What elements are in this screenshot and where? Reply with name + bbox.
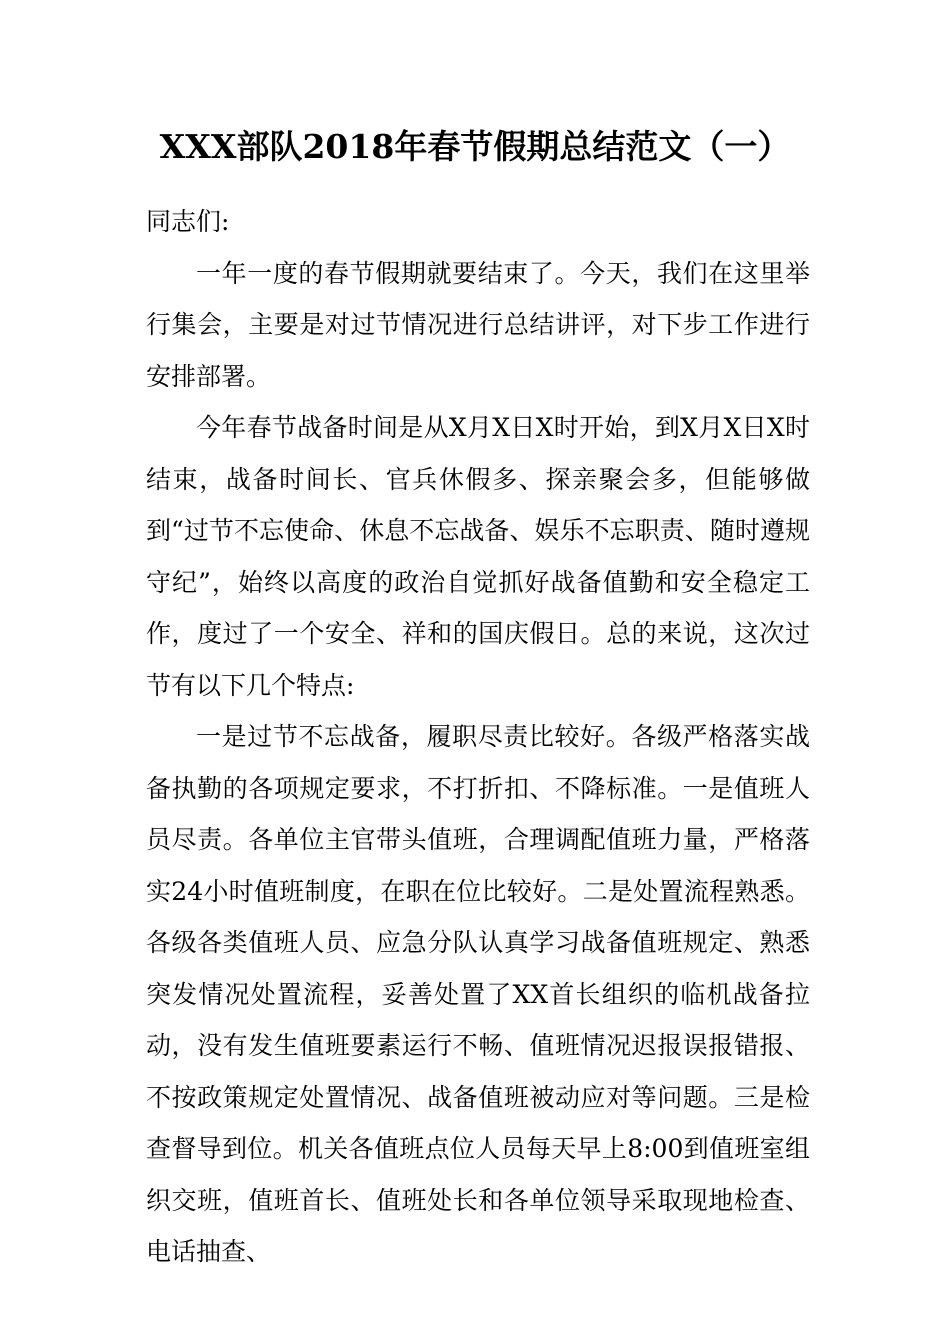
paragraph-1: 一年一度的春节假期就要结束了。今天，我们在这里举行集会，主要是对过节情况进行总结讲评，对下步工作进行安排部署。 (146, 258, 810, 391)
paragraph-3: 一是过节不忘战备，履职尽责比较好。各级严格落实战备执勤的各项规定要求，不打折扣、不降标准。一是值班人员尽责。各单位主官带头值班，合理调配值班力量，严格落实24小时值班制度，在职在位比较好。二是处置流程熟悉。各级各类值班人员、应急分队认真学习战备值班规定、熟悉突发情况处置流程，妥善处置了XX首长组织的临机战备拉动，没有发生值班要素运行不畅、值班情况迟报误报错报、不按政策规定处置情况、战备值班被动应对等问题。三是检查督导到位。机关各值班点位人员每天早上8:00到值班室组织交班，值班首长、值班处长和各单位领导采取现地检查、电话抽查、 (146, 722, 810, 1266)
salutation: 同志们: (146, 207, 230, 236)
paragraph-2: 今年春节战备时间是从X月X日X时开始，到X月X日X时结束，战备时间长、官兵休假多、探亲聚会多，但能够做到“过节不忘使命、休息不忘战备、娱乐不忘职责、随时遵规守纪”，始终以高度的政治自觉抓好战备值勤和安全稳定工作，度过了一个安全、祥和的国庆假日。总的来说，这次过节有以下几个特点: (146, 413, 810, 700)
document-body (146, 196, 810, 1278)
document-title: XXX部队2018年春节假期总结范文（一） (159, 127, 791, 166)
